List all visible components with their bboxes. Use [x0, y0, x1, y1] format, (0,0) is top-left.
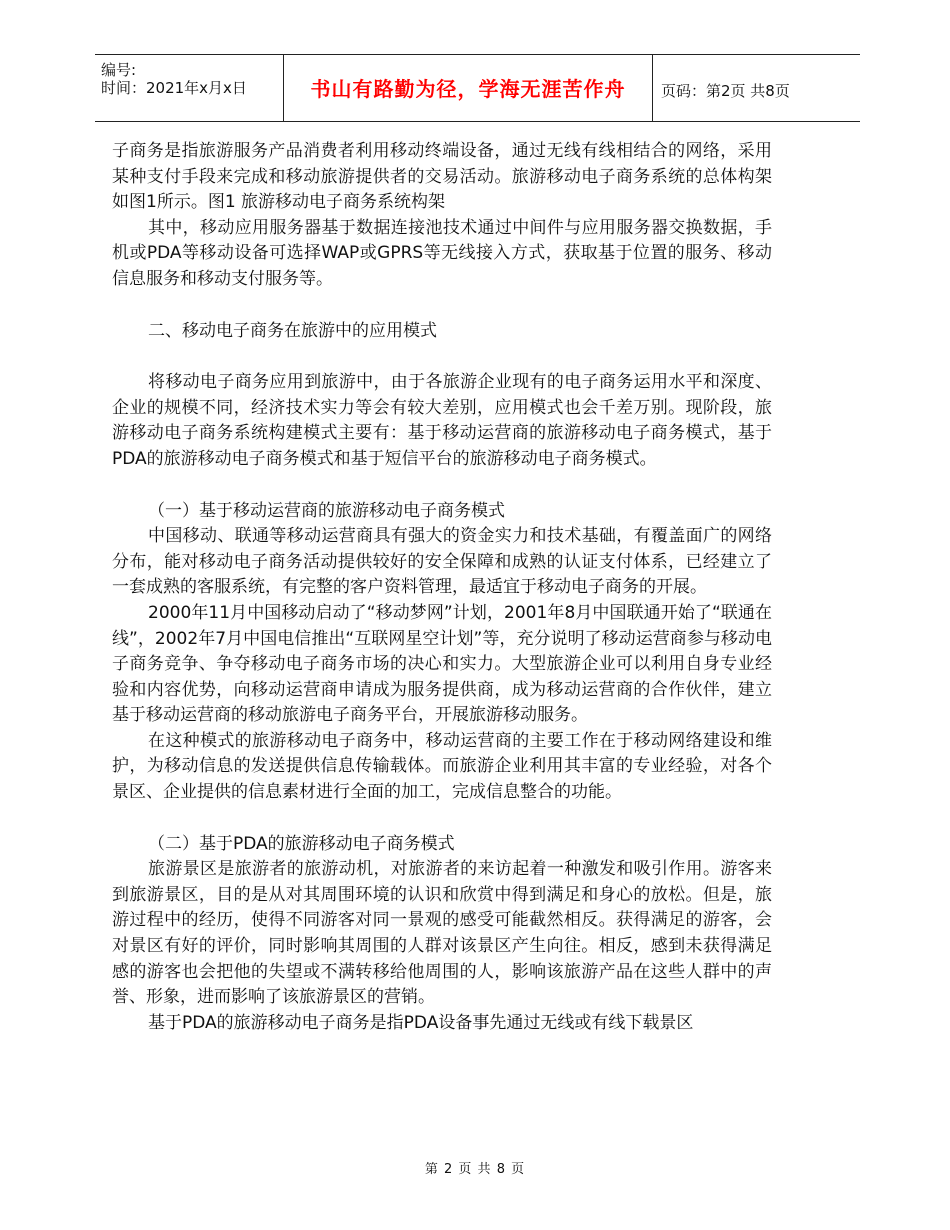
header-motto: 书山有路勤为径，学海无涯苦作舟 — [310, 77, 626, 101]
page-footer: 第 2 页 共 8 页 — [424, 1162, 526, 1177]
serial-number-label: 编号: — [101, 61, 137, 79]
subsection-heading: （二）基于PDA的旅游移动电子商务模式 — [148, 833, 455, 854]
date-label: 时间：2021年x月x日 — [101, 79, 247, 97]
paragraph: 2000年11月中国移动启动了“移动梦网”计划，2001年8月中国联通开始了“联通在线”，2002年7月中国电信推出“互联网星空计划”等，充分说明了移动运营商参与移动电子商务竞争、争夺移动电子商务市场的决心和实力。大型旅游企业可以利用自身专业经验和内容优势，向移动运营商申请成为服务提供商，成为移动运营商的合作伙伴，建立基于移动运营商的移动旅游电子商务平台，开展旅游移动服务。 — [112, 602, 772, 726]
paragraph: 将移动电子商务应用到旅游中，由于各旅游企业现有的电子商务运用水平和深度、企业的规模不同，经济技术实力等会有较大差别，应用模式也会千差万别。现阶段，旅游移动电子商务系统构建模式主要有：基于移动运营商的旅游移动电子商务模式，基于PDA的旅游移动电子商务模式和基于短信平台的旅游移动电子商务模式。 — [112, 372, 772, 469]
document-body — [112, 139, 772, 1036]
paragraph: 旅游景区是旅游者的旅游动机，对旅游者的来访起着一种激发和吸引作用。游客来到旅游景区，目的是从对其周围环境的认识和欣赏中得到满足和身心的放松。但是，旅游过程中的经历，使得不同游客对同一景观的感受可能截然相反。获得满足的游客，会对景区有好的评价，同时影响其周围的人群对该景区产生向往。相反，感到未获得满足感的游客也会把他的失望或不满转移给他周围的人，影响该旅游产品在这些人群中的声誉、形象，进而影响了该旅游景区的营销。 — [112, 859, 772, 1008]
subsection-heading: （一）基于移动运营商的旅游移动电子商务模式 — [148, 500, 505, 521]
header-page-number: 页码：第2页 共8页 — [661, 82, 790, 100]
paragraph: 子商务是指旅游服务产品消费者利用移动终端设备，通过无线有线相结合的网络，采用某种支付手段来完成和移动旅游提供者的交易活动。旅游移动电子商务系统的总体构架如图1所示。图1 旅游移动电子商务系统构架 — [112, 141, 772, 213]
paragraph: 中国移动、联通等移动运营商具有强大的资金实力和技术基础，有覆盖面广的网络分布，能对移动电子商务活动提供较好的安全保障和成熟的认证支付体系，已经建立了一套成熟的客服系统，有完整的客户资料管理，最适宜于移动电子商务的开展。 — [112, 526, 772, 598]
section-heading: 二、移动电子商务在旅游中的应用模式 — [148, 320, 437, 341]
header-page-cell — [653, 55, 860, 121]
paragraph: 其中，移动应用服务器基于数据连接池技术通过中间件与应用服务器交换数据，手机或PDA等移动设备可选择WAP或GPRS等无线接入方式，获取基于位置的服务、移动信息服务和移动支付服务等。 — [112, 217, 772, 289]
header-meta-cell — [95, 55, 284, 121]
page-header — [95, 54, 860, 122]
paragraph: 基于PDA的旅游移动电子商务是指PDA设备事先通过无线或有线下载景区 — [148, 1012, 694, 1033]
paragraph: 在这种模式的旅游移动电子商务中，移动运营商的主要工作在于移动网络建设和维护，为移动信息的发送提供信息传输载体。而旅游企业利用其丰富的专业经验，对各个景区、企业提供的信息素材进行全面的加工，完成信息整合的功能。 — [112, 730, 772, 803]
header-motto-cell — [284, 55, 653, 121]
